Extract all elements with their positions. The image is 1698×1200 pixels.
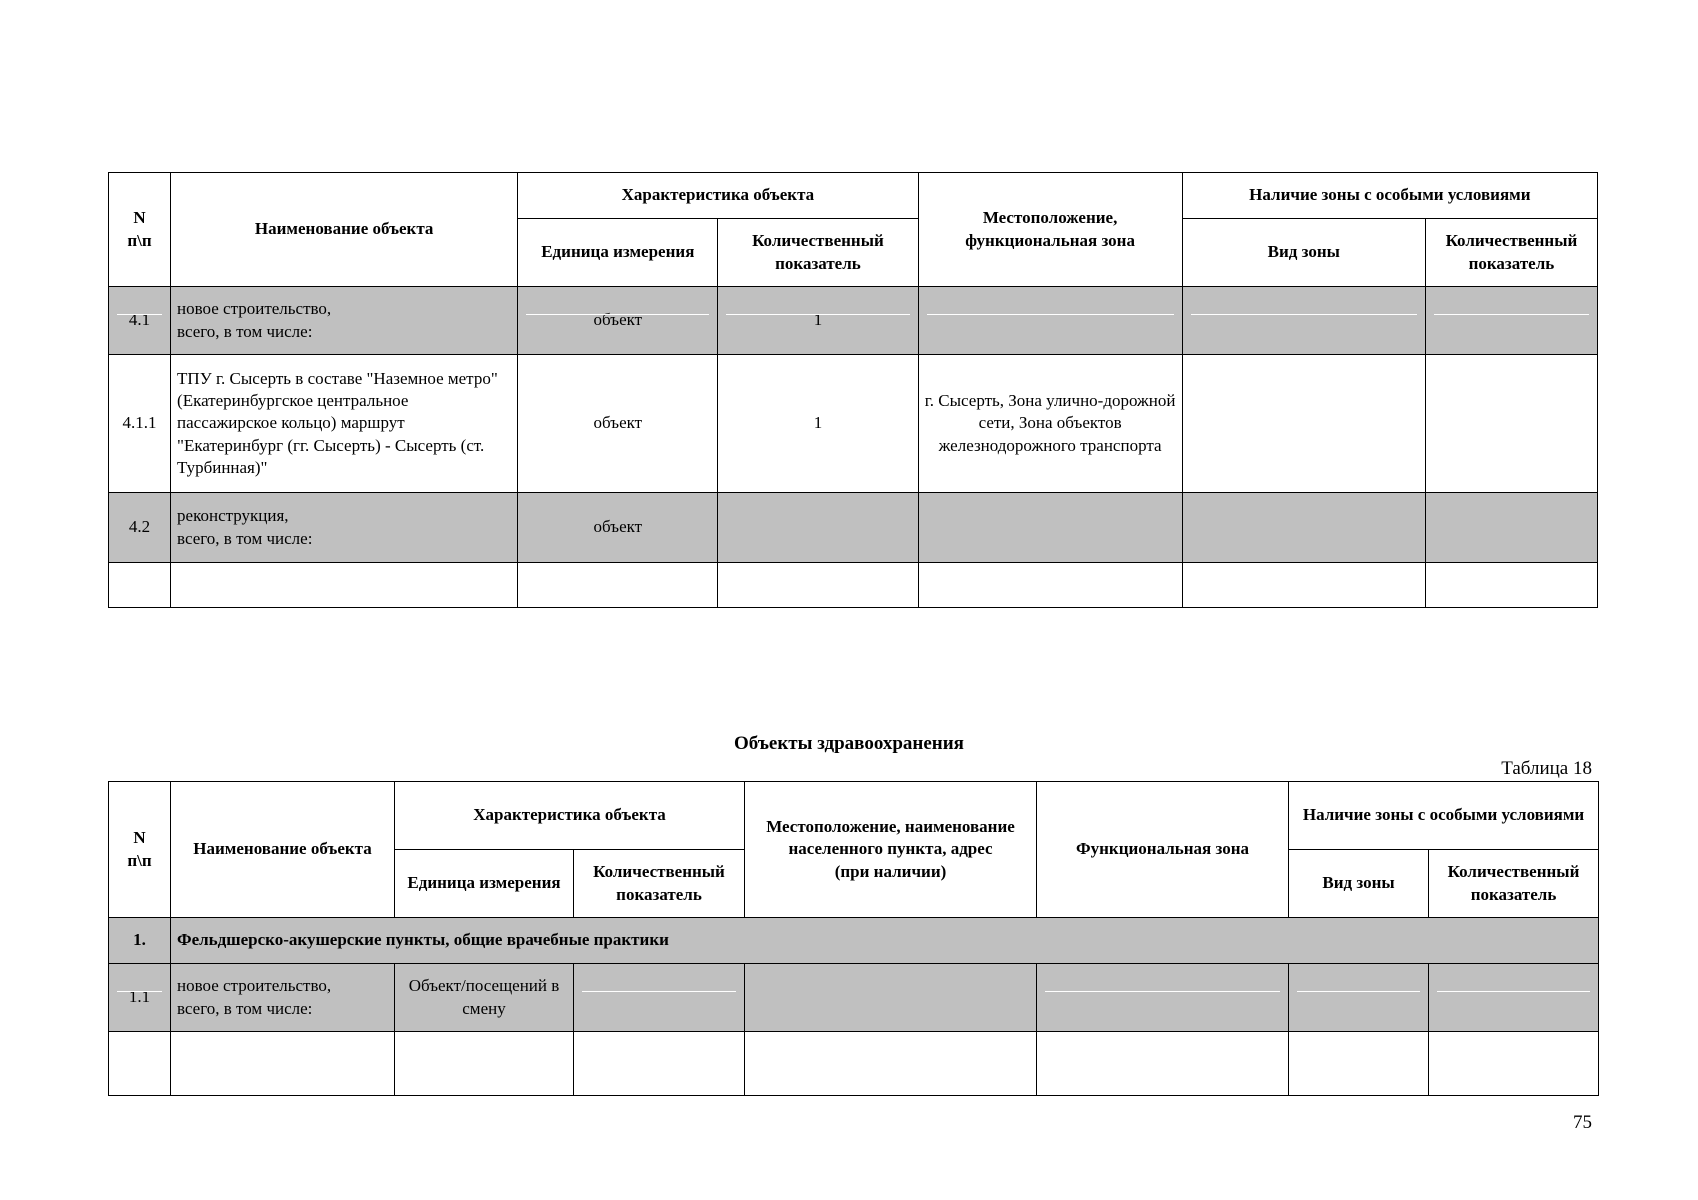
row-zone-type [1182, 355, 1425, 493]
row-zone-quantity [1429, 964, 1599, 1032]
row-quantity [718, 493, 918, 563]
header-location: Местоположение, наименование населенного пункта, адрес (при наличии) [745, 782, 1037, 918]
header-characteristic: Характеристика объекта [395, 782, 745, 850]
row-location [918, 493, 1182, 563]
row-location: г. Сысерть, Зона улично-дорожной сети, Зона объектов железнодорожного транспорта [918, 355, 1182, 493]
table-row [109, 287, 1598, 355]
row-unit: объект [518, 287, 718, 355]
header-location: Местоположение, функциональная зона [918, 173, 1182, 287]
header-quantity: Количественный показатель [718, 219, 918, 287]
section-title: Объекты здравоохранения [734, 733, 964, 754]
row-num: 1.1 [109, 964, 171, 1032]
row-name: реконструкция, всего, в том числе: [171, 493, 518, 563]
header-zone-type: Вид зоны [1289, 850, 1429, 918]
header-num: N п\п [109, 782, 171, 918]
table-row-empty [109, 563, 1598, 608]
header-num: N п\п [109, 173, 171, 287]
header-name: Наименование объекта [171, 782, 395, 918]
row-zone-quantity [1425, 355, 1597, 493]
table-number: Таблица 18 [1501, 758, 1592, 779]
row-num: 4.1 [109, 287, 171, 355]
row-name: новое строительство, всего, в том числе: [171, 287, 518, 355]
row-name: ТПУ г. Сысерть в составе "Наземное метро" (Екатеринбургское центральное пассажирское кольцо) маршрут "Екатеринбург (гг. Сысерть) - Сысерть (ст. Турбинная)" [171, 355, 518, 493]
header-zone-group: Наличие зоны с особыми условиями [1182, 173, 1597, 219]
row-zone-type [1182, 287, 1425, 355]
page-number: 75 [1573, 1112, 1592, 1133]
row-unit: объект [518, 355, 718, 493]
row-quantity: 1 [718, 355, 918, 493]
row-zone-type [1289, 964, 1429, 1032]
header-zone-group: Наличие зоны с особыми условиями [1289, 782, 1599, 850]
table-row-empty [109, 1032, 1599, 1096]
header-func-zone: Функциональная зона [1037, 782, 1289, 918]
row-unit: объект [518, 493, 718, 563]
row-name: новое строительство, всего, в том числе: [171, 964, 395, 1032]
table-row [109, 493, 1598, 563]
row-num: 4.1.1 [109, 355, 171, 493]
section-row [109, 918, 1599, 964]
section-row-num: 1. [109, 918, 171, 964]
objects-table-healthcare [108, 781, 1599, 1096]
header-zone-quantity: Количественный показатель [1425, 219, 1597, 287]
row-zone-type [1182, 493, 1425, 563]
header-unit: Единица измерения [395, 850, 574, 918]
row-num: 4.2 [109, 493, 171, 563]
row-func-zone [1037, 964, 1289, 1032]
header-quantity: Количественный показатель [574, 850, 745, 918]
table-row [109, 964, 1599, 1032]
header-zone-type: Вид зоны [1182, 219, 1425, 287]
row-location [918, 287, 1182, 355]
header-characteristic: Характеристика объекта [518, 173, 918, 219]
header-unit: Единица измерения [518, 219, 718, 287]
header-name: Наименование объекта [171, 173, 518, 287]
row-zone-quantity [1425, 287, 1597, 355]
row-location [745, 964, 1037, 1032]
section-row-title: Фельдшерско-акушерские пункты, общие врачебные практики [171, 918, 1599, 964]
row-quantity: 1 [718, 287, 918, 355]
objects-table-transport [108, 172, 1598, 608]
header-zone-quantity: Количественный показатель [1429, 850, 1599, 918]
row-unit: Объект/посещений в смену [395, 964, 574, 1032]
row-zone-quantity [1425, 493, 1597, 563]
table-row [109, 355, 1598, 493]
row-quantity [574, 964, 745, 1032]
